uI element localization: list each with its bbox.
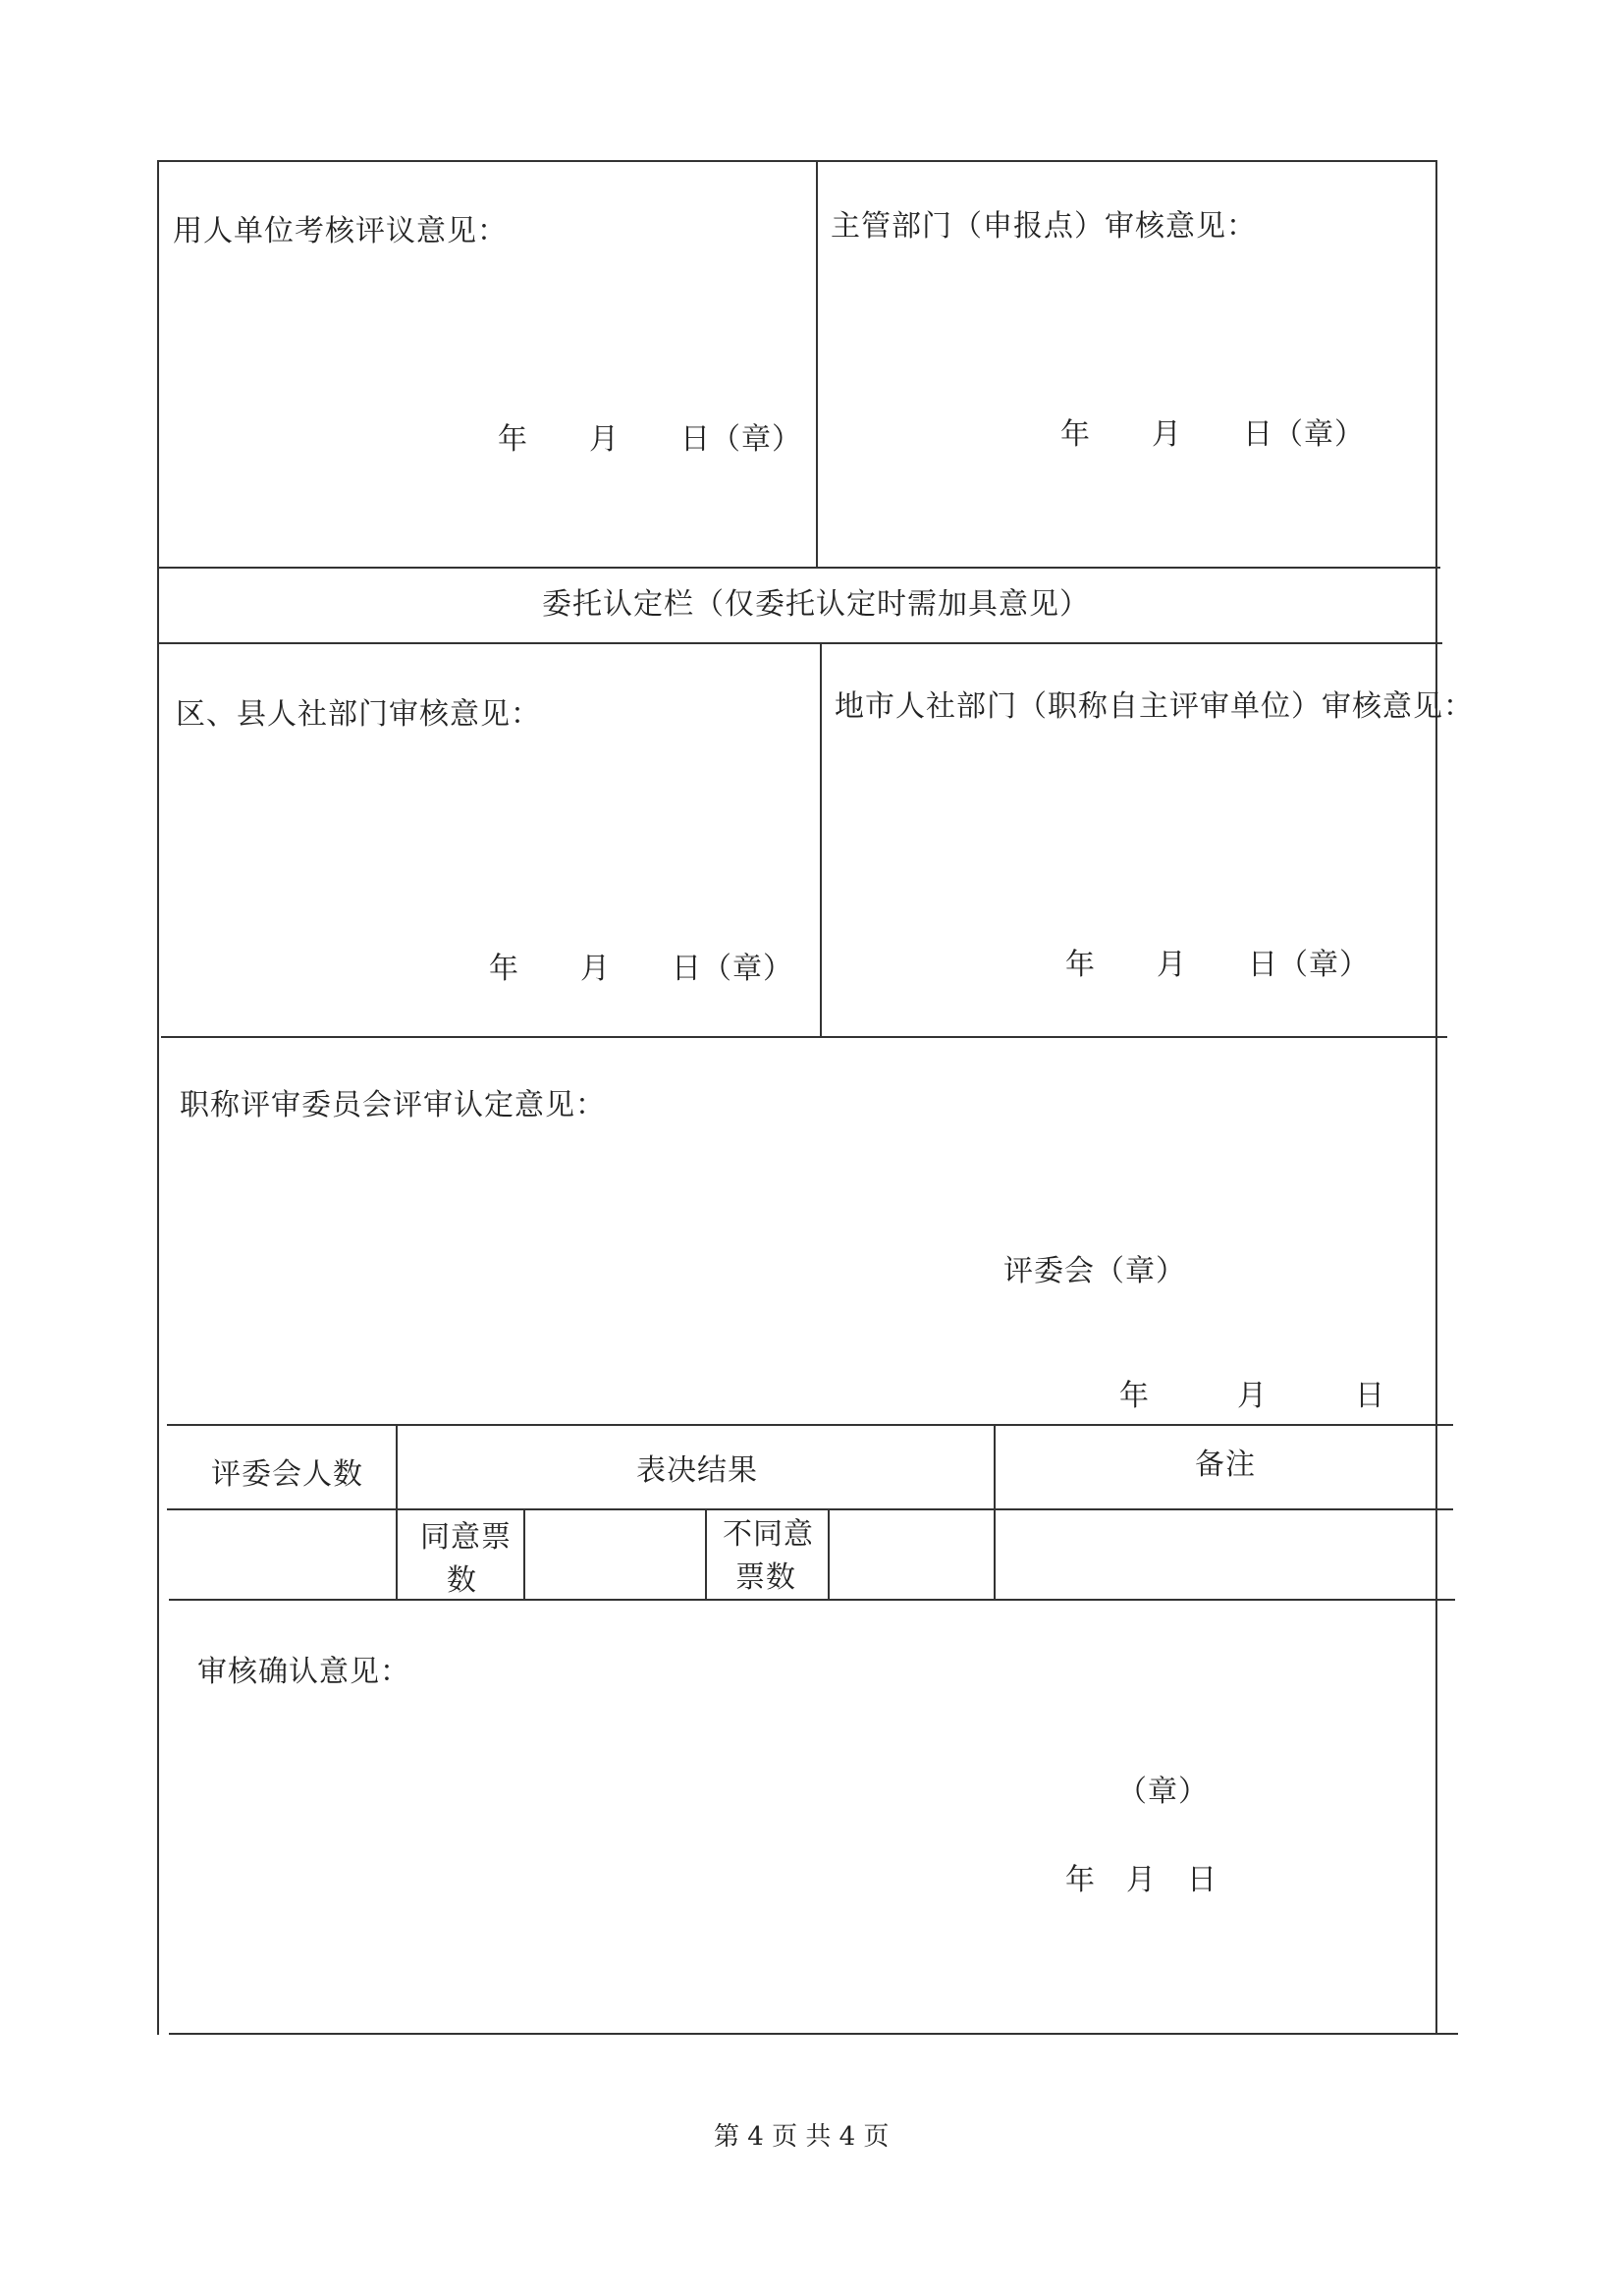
committee-date-day: 日 bbox=[1355, 1379, 1385, 1413]
unit-opinion-date: 年 月 日（章） bbox=[498, 422, 802, 457]
divider-vote-disagree-label bbox=[705, 1508, 707, 1599]
vote-disagree-value[interactable] bbox=[830, 1510, 994, 1599]
committee-date-year: 年 bbox=[1119, 1379, 1150, 1413]
review-stamp: （章） bbox=[1117, 1775, 1209, 1809]
committee-opinion-cell[interactable] bbox=[159, 1038, 1435, 1424]
vote-remarks-value[interactable] bbox=[996, 1510, 1435, 1599]
vote-agree-label-line1: 同意票 bbox=[420, 1520, 512, 1555]
county-opinion-cell[interactable] bbox=[159, 644, 820, 1036]
vote-disagree-label-line2: 票数 bbox=[735, 1560, 796, 1595]
vote-agree-label-line2: 数 bbox=[447, 1563, 477, 1598]
divider-vote-top bbox=[167, 1424, 1453, 1426]
review-opinion-label: 审核确认意见： bbox=[197, 1655, 410, 1689]
dept-opinion-cell[interactable] bbox=[818, 162, 1435, 567]
committee-stamp: 评委会（章） bbox=[1003, 1254, 1186, 1288]
entrust-header-cell bbox=[159, 569, 1435, 642]
unit-opinion-label: 用人单位考核评议意见： bbox=[173, 214, 508, 248]
committee-date-month: 月 bbox=[1237, 1379, 1268, 1413]
vote-col-members-header: 评委会人数 bbox=[211, 1457, 363, 1492]
vote-disagree-label-line1: 不同意 bbox=[723, 1517, 814, 1552]
city-opinion-cell[interactable] bbox=[822, 644, 1474, 1036]
vote-col-result-header: 表决结果 bbox=[636, 1453, 758, 1488]
border-bottom bbox=[169, 2033, 1458, 2035]
divider-vote-col1 bbox=[396, 1424, 398, 1599]
page-number: 第 4 页 共 4 页 bbox=[714, 2122, 890, 2152]
vote-col-remarks-header: 备注 bbox=[1195, 1448, 1256, 1482]
city-opinion-date: 年 月 日（章） bbox=[1065, 948, 1370, 982]
dept-opinion-label: 主管部门（申报点）审核意见： bbox=[831, 209, 1257, 244]
entrust-header: 委托认定栏（仅委托认定时需加具意见） bbox=[542, 587, 1090, 622]
vote-members-value[interactable] bbox=[169, 1510, 396, 1599]
county-opinion-label: 区、县人社部门审核意见： bbox=[176, 697, 541, 732]
review-date: 年 月 日 bbox=[1065, 1863, 1217, 1897]
vote-agree-value[interactable] bbox=[525, 1510, 705, 1599]
county-opinion-date: 年 月 日（章） bbox=[489, 952, 793, 986]
city-opinion-label: 地市人社部门（职称自主评审单位）审核意见： bbox=[835, 689, 1474, 724]
dept-opinion-date: 年 月 日（章） bbox=[1060, 417, 1365, 452]
border-right bbox=[1435, 160, 1437, 2035]
committee-opinion-label: 职称评审委员会评审认定意见： bbox=[180, 1088, 606, 1122]
review-opinion-cell[interactable] bbox=[171, 1601, 1435, 2033]
unit-opinion-cell[interactable] bbox=[159, 162, 816, 567]
